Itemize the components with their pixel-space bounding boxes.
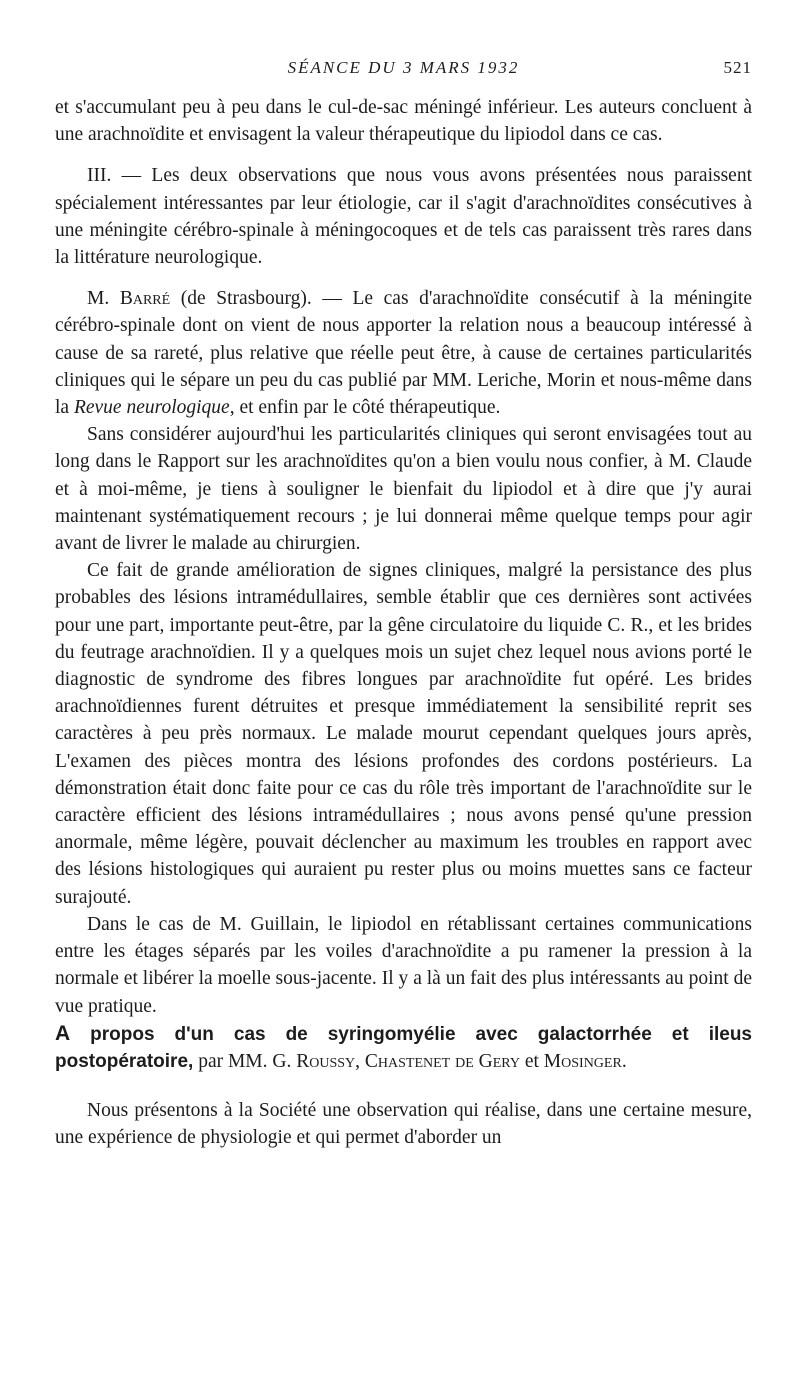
paragraph-continuation: et s'accumulant peu à peu dans le cul-de-sac méningé inférieur. Les auteurs concluent à une arachnoïdite et envisagent la valeur thérapeutique du lipiodol dans ce cas. [55,97,752,146]
author-chastenet: Chastenet de Gery [364,1050,520,1072]
journal-title: Revue neurologique [73,397,230,419]
remark-text-a: (de Strasbourg). — Le cas d'arachnoïdite consécutif à la méningite cérébro-spinale dont on vient de nous apporter la relation nous a beaucoup intéressé à cause de sa rareté, plus relative que réelle peut être, à cause de certaines particularités cliniques qui le sépare un peu du cas publié par MM. Leriche, Morin et nous-même dans la [55,288,752,419]
page-number: 521 [723,58,752,77]
section-heading [55,1020,752,1075]
author-mosinger: Mosinger [543,1050,622,1072]
paragraph-section-iii: III. — Les deux observations que nous vous avons présentées nous paraissent spécialement intéressantes par leur étiologie, car il s'agit d'arachnoïdites consécutives à une méningite cérébro-spinale à méningocoques et de tels cas paraissent très rares dans la littérature neurologique. [55,165,752,269]
body-text [55,94,752,1152]
author-separator-2: et [519,1050,544,1072]
section-by: par MM. G. [193,1050,297,1072]
running-title: SÉANCE DU 3 MARS 1932 [287,58,520,77]
running-header [55,58,752,94]
paragraph-section-intro: Nous présentons à la Société une observation qui réalise, dans une certaine mesure, une expérience de physiologie et qui permet d'aborder un [55,1100,752,1149]
paragraph-guillain-case: Dans le cas de M. Guillain, le lipiodol en rétablissant certaines communications entre les étages séparés par les voiles d'arachnoïdite a pu ramener la pression à la normale et libérer la moelle sous-jacente. Il y a là un fait des plus intéressants au point de vue pratique. [55,913,752,1017]
remark-text-b: , et enfin par le côté thérapeutique. [229,397,501,419]
author-roussy: Roussy [296,1050,356,1072]
section-heading-end: . [621,1050,627,1072]
paragraph-clinical-improvement: Ce fait de grande amélioration de signes cliniques, malgré la persistance des plus probables des lésions intramédullaires, semble établir que ces dernières sont activées pour une part, importante peut-être, par la gêne circulatoire du liquide C. R., et les brides du feutrage arachnoïdien. Il y a quelques mois un sujet chez lequel nous avions porté le diagnostic de syndrome des fibres longues par arachnoïdite fut opéré. Les brides arachnoïdiennes furent détruites et presque immédiatement la sensibilité reprit ses caractères à peu près normaux. Le malade mourut cependant quelques jours après, L'examen des pièces montra des lésions profondes des cordons postérieurs. La démonstration était donc faite pour ce cas du rôle très important de l'arachnoïdite sur le caractère efficient des lésions intramédullaires ; nous avons pensé qu'une pression anormale, même légère, pouvait déclencher au maximum les troubles en rapport avec des lésions histologiques qui auraient pu rester plus ou moins muettes sans ce facteur surajouté. [55,560,752,908]
paragraph-barre-remark [55,285,752,421]
speaker-title: M. [87,288,110,310]
section-title-text: propos d'un cas de syringomyélie avec galactorrhée et ileus postopératoire, [55,1023,752,1072]
author-separator-1: , [355,1050,365,1072]
section-title-initial: A [55,1021,71,1045]
paragraph-lipiodol: Sans considérer aujourd'hui les particularités cliniques qui seront envisagées tout au long dans le Rapport sur les arachnoïdites qu'on a bien voulu nous confier, à M. Claude et à moi-même, je tiens à souligner le bienfait du lipiodol et à dire que j'y aurai maintenant systématiquement recours ; je lui donnerai même quelque temps pour agir avant de livrer le malade au chirurgien. [55,424,752,555]
speaker-name: Barré [119,288,171,310]
